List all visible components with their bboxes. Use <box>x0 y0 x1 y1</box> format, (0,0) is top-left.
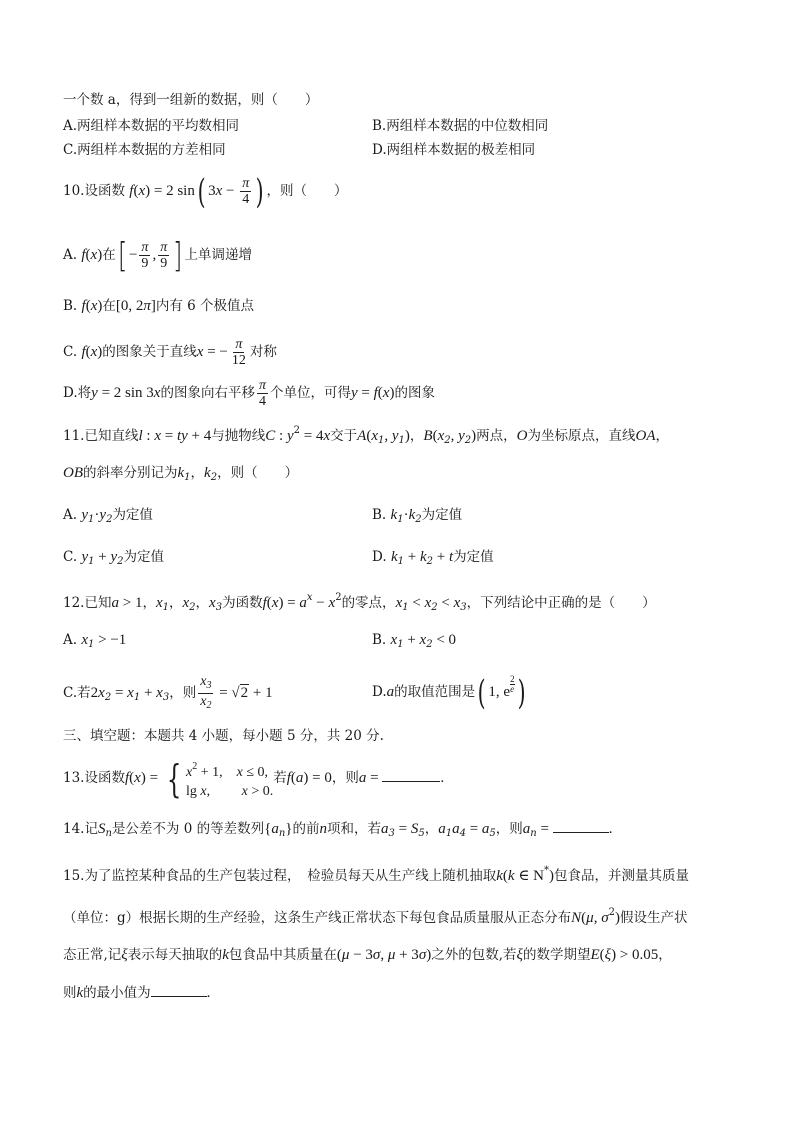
q11-option-a: A. $y_1\cdot y_2$为定值 <box>63 507 153 525</box>
q11-option-b: B. $k_1\cdot k_2$为定值 <box>372 507 463 525</box>
q10-stem: 10.设函数 f(x) = 2 sin( 3x − $\frac{\pi}{4}$ ) ，则（ ） <box>63 171 348 212</box>
q15-line2: （单位：g）根据长期的生产经验，这条生产线正常状态下每包食品质量服从正态分布N(μ, $\sigma^2$)假设生产状 <box>63 907 688 926</box>
q11-stem-line2: OB的斜率分别记为$k_1$，$k_2$，则（ ） <box>63 465 299 483</box>
q12-option-d: D.a的取值范围是( 1, e $\frac{2}{e}$ ) <box>372 672 526 713</box>
q10-option-a: A. f(x)在[ − $\frac{\pi}{9}$ , $\frac{\pi}{9}$ ] 上单调递增 <box>63 235 252 276</box>
q11-option-c: C. $y_1 + y_2$为定值 <box>63 549 164 567</box>
q15-line3: 态正常,记ξ表示每天抽取的k包食品中其质量在(μ − 3σ, μ + 3σ)之外的包数,若ξ的数学期望E(ξ) > 0.05， <box>63 947 672 963</box>
q9-option-a: A.两组样本数据的平均数相同 <box>63 118 240 134</box>
q15-line4: 则k的最小值为 . <box>63 985 211 1001</box>
q15-answer-blank <box>151 984 207 997</box>
q9-stem: 一个数 a，得到一组新的数据，则（ ） <box>63 92 319 108</box>
q10-option-c: C. f(x)的图象关于直线x = − $\frac{\pi}{12}$ 对称 <box>63 337 277 368</box>
q13-answer-blank <box>382 769 440 782</box>
q9-option-b: B.两组样本数据的中位数相同 <box>372 118 549 134</box>
q14-answer-blank <box>553 820 609 833</box>
q12-option-c: C.若$2x_2 = x_1 + x_3$，则 $\frac{x_3}{x_2}$ = √2 + 1 <box>63 674 273 711</box>
q11-option-d: D. $k_1 + k_2 + t$为定值 <box>372 549 494 567</box>
q14-stem: 14.记$S_n$是公差不为 0 的等差数列$\{a_n\}$的前n项和，若$a_3 = S_5$，$a_1a_4 = a_5$，则$a_n$ = . <box>63 821 613 839</box>
q10-option-d: D.将y = 2 sin 3x的图象向右平移 $\frac{\pi}{4}$ 个单位，可得y = f(x)的图象 <box>63 378 435 409</box>
q15-line1: 15.为了监控某种食品的生产包装过程， 检验员每天从生产线上随机抽取k(k ∈ N*)包食品，并测量其质量 <box>63 865 689 884</box>
q12-stem: 12.已知a > 1，$x_1$，$x_2$，$x_3$为函数$f(x) = a^x - x^2$的零点，$x_1 < x_2 < x_3$，下列结论中正确的是（ ） <box>63 592 656 613</box>
section-3-heading: 三、填空题：本题共 4 小题，每小题 5 分，共 20 分. <box>63 728 384 744</box>
q13-stem: 13.设函数f(x) = { $x^2 + 1$, x ≤ 0, lg x, x > 0. 若f(a) = 0，则a = . <box>63 756 445 801</box>
q9-option-c: C.两组样本数据的方差相同 <box>63 142 226 158</box>
q12-option-a: A. $x_1 > -1$ <box>63 632 127 650</box>
q12-option-b: B. $x_1 + x_2 < 0$ <box>372 632 457 650</box>
q10-option-b: B. f(x)在[0, 2π]内有 6 个极值点 <box>63 298 255 314</box>
q9-option-d: D.两组样本数据的极差相同 <box>372 142 536 158</box>
q11-stem: 11.已知直线l : x = ty + 4与抛物线C : $y^2 = 4x$交于$A(x_1$, $y_1$)，$B(x_2$, $y_2$)两点，O为坐标原点，直线OA， <box>63 425 670 446</box>
